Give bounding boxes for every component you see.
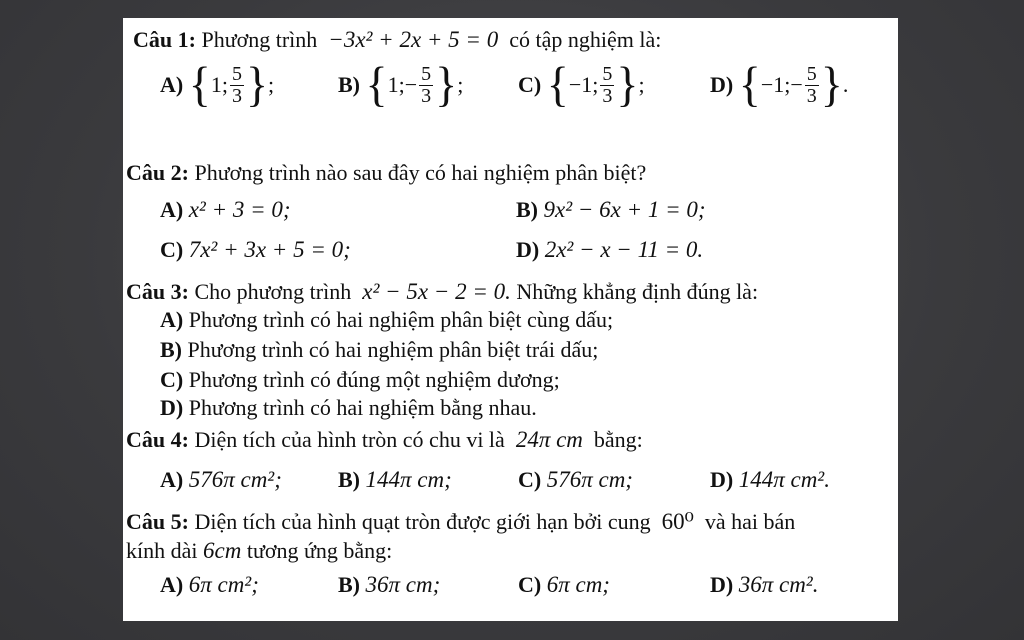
q5-tail: và hai bán (704, 509, 796, 534)
question-4 (126, 428, 643, 451)
q2-a-key: A) (160, 197, 184, 222)
q5-option-c (518, 573, 610, 596)
q4-option-c (518, 468, 633, 491)
q4-option-d (710, 468, 830, 491)
question-1 (133, 28, 661, 51)
q4-equation: 24π cm (515, 427, 583, 452)
q2-d-key: D) (516, 237, 540, 262)
q1-option-b: B) { 1;− $\frac{5}{3}$ } ; (338, 57, 464, 112)
q2-text: Phương trình nào sau đây có hai nghiệm phân biệt? (194, 160, 647, 185)
q4-d-eq: 144π cm². (738, 467, 830, 492)
q1-tail: có tập nghiệm là: (509, 27, 662, 52)
q1-d-left: −1;− (760, 72, 803, 97)
q1-b-key: B) (338, 72, 360, 97)
q1-b-num: 5 (421, 62, 432, 85)
q1-b-left: 1;− (387, 72, 418, 97)
q2-b-eq: 9x² − 6x + 1 = 0; (543, 197, 706, 222)
q4-a-eq: 576π cm²; (188, 467, 282, 492)
q4-a-key: A) (160, 467, 184, 492)
q3-c-key: C) (160, 367, 184, 392)
q1-option-a: A) { 1; $\frac{5}{3}$ } ; (160, 57, 275, 112)
question-3 (126, 280, 758, 303)
q5-c-eq: 6π cm; (546, 572, 610, 597)
q4-c-key: C) (518, 467, 542, 492)
q4-text: Diện tích của hình tròn có chu vi là (194, 427, 505, 452)
q1-c-num: 5 (602, 62, 613, 85)
q1-c-end: ; (638, 72, 645, 97)
q4-c-eq: 576π cm; (546, 467, 633, 492)
question-5 (126, 510, 795, 533)
q5-line2a: kính dài (126, 538, 198, 563)
q5-text: Diện tích của hình quạt tròn được giới hạn bởi cung (194, 509, 651, 534)
q3-option-b (160, 339, 598, 361)
q3-option-d (160, 397, 537, 419)
q5-option-d (710, 573, 818, 596)
q1-a-left: 1; (210, 72, 228, 97)
q1-c-left: −1; (568, 72, 599, 97)
q1-d-end: . (842, 72, 849, 97)
q5-a-eq: 6π cm²; (188, 572, 259, 597)
q2-b-key: B) (516, 197, 538, 222)
q3-b-key: B) (160, 337, 182, 362)
q1-a-num: 5 (231, 62, 242, 85)
q3-text: Cho phương trình (194, 279, 352, 304)
q3-c-text: Phương trình có đúng một nghiệm dương; (188, 367, 560, 392)
q5-b-key: B) (338, 572, 360, 597)
q5-option-a (160, 573, 259, 596)
q3-d-key: D) (160, 395, 184, 420)
q5-option-b (338, 573, 440, 596)
q1-d-den: 3 (806, 84, 817, 107)
q2-option-a (160, 198, 291, 221)
q5-line2-eq: 6cm (203, 538, 242, 563)
q3-option-c (160, 369, 560, 391)
q5-label: Câu 5: (126, 509, 189, 534)
q2-c-eq: 7x² + 3x + 5 = 0; (188, 237, 351, 262)
q4-b-eq: 144π cm; (365, 467, 452, 492)
q1-a-key: A) (160, 72, 184, 97)
q4-label: Câu 4: (126, 427, 189, 452)
q1-b-end: ; (457, 72, 464, 97)
q1-c-den: 3 (602, 84, 613, 107)
q2-c-key: C) (160, 237, 184, 262)
q2-option-d (516, 238, 703, 261)
q5-c-key: C) (518, 572, 542, 597)
q3-option-a (160, 309, 613, 331)
question-2 (126, 162, 646, 184)
q1-a-end: ; (268, 72, 275, 97)
q1-a-den: 3 (231, 84, 242, 107)
q1-option-d: D) { −1;− $\frac{5}{3}$ } . (710, 57, 849, 112)
q5-a-key: A) (160, 572, 184, 597)
q4-option-b (338, 468, 452, 491)
q5-d-eq: 36π cm². (738, 572, 819, 597)
q4-tail: bằng: (593, 427, 643, 452)
q5-b-eq: 36π cm; (365, 572, 441, 597)
q5-d-key: D) (710, 572, 734, 597)
q4-b-key: B) (338, 467, 360, 492)
q2-a-eq: x² + 3 = 0; (188, 197, 291, 222)
q1-b-den: 3 (421, 84, 432, 107)
q3-equation: x² − 5x − 2 = 0. (362, 279, 511, 304)
q1-equation: −3x² + 2x + 5 = 0 (328, 27, 499, 52)
q1-label: Câu 1: (133, 27, 196, 52)
q1-text: Phương trình (201, 27, 318, 52)
q1-d-key: D) (710, 72, 734, 97)
q1-d-num: 5 (806, 62, 817, 85)
q2-option-c (160, 238, 351, 261)
q3-tail: Những khẳng định đúng là: (516, 279, 759, 304)
question-5-line-2 (126, 539, 392, 562)
q3-b-text: Phương trình có hai nghiệm phân biệt trái dấu; (187, 337, 599, 362)
q1-option-c: C) { −1; $\frac{5}{3}$ } ; (518, 57, 645, 112)
q2-option-b (516, 198, 706, 221)
q3-a-text: Phương trình có hai nghiệm phân biệt cùng dấu; (188, 307, 614, 332)
q5-line2b: tương ứng bằng: (246, 538, 393, 563)
q5-equation: 60⁰ (661, 509, 694, 534)
q3-d-text: Phương trình có hai nghiệm bằng nhau. (188, 395, 537, 420)
q4-d-key: D) (710, 467, 734, 492)
q4-option-a (160, 468, 282, 491)
q3-a-key: A) (160, 307, 184, 332)
q1-c-key: C) (518, 72, 542, 97)
q2-label: Câu 2: (126, 160, 189, 185)
q3-label: Câu 3: (126, 279, 189, 304)
worksheet-page (123, 18, 898, 621)
q2-d-eq: 2x² − x − 11 = 0. (544, 237, 704, 262)
